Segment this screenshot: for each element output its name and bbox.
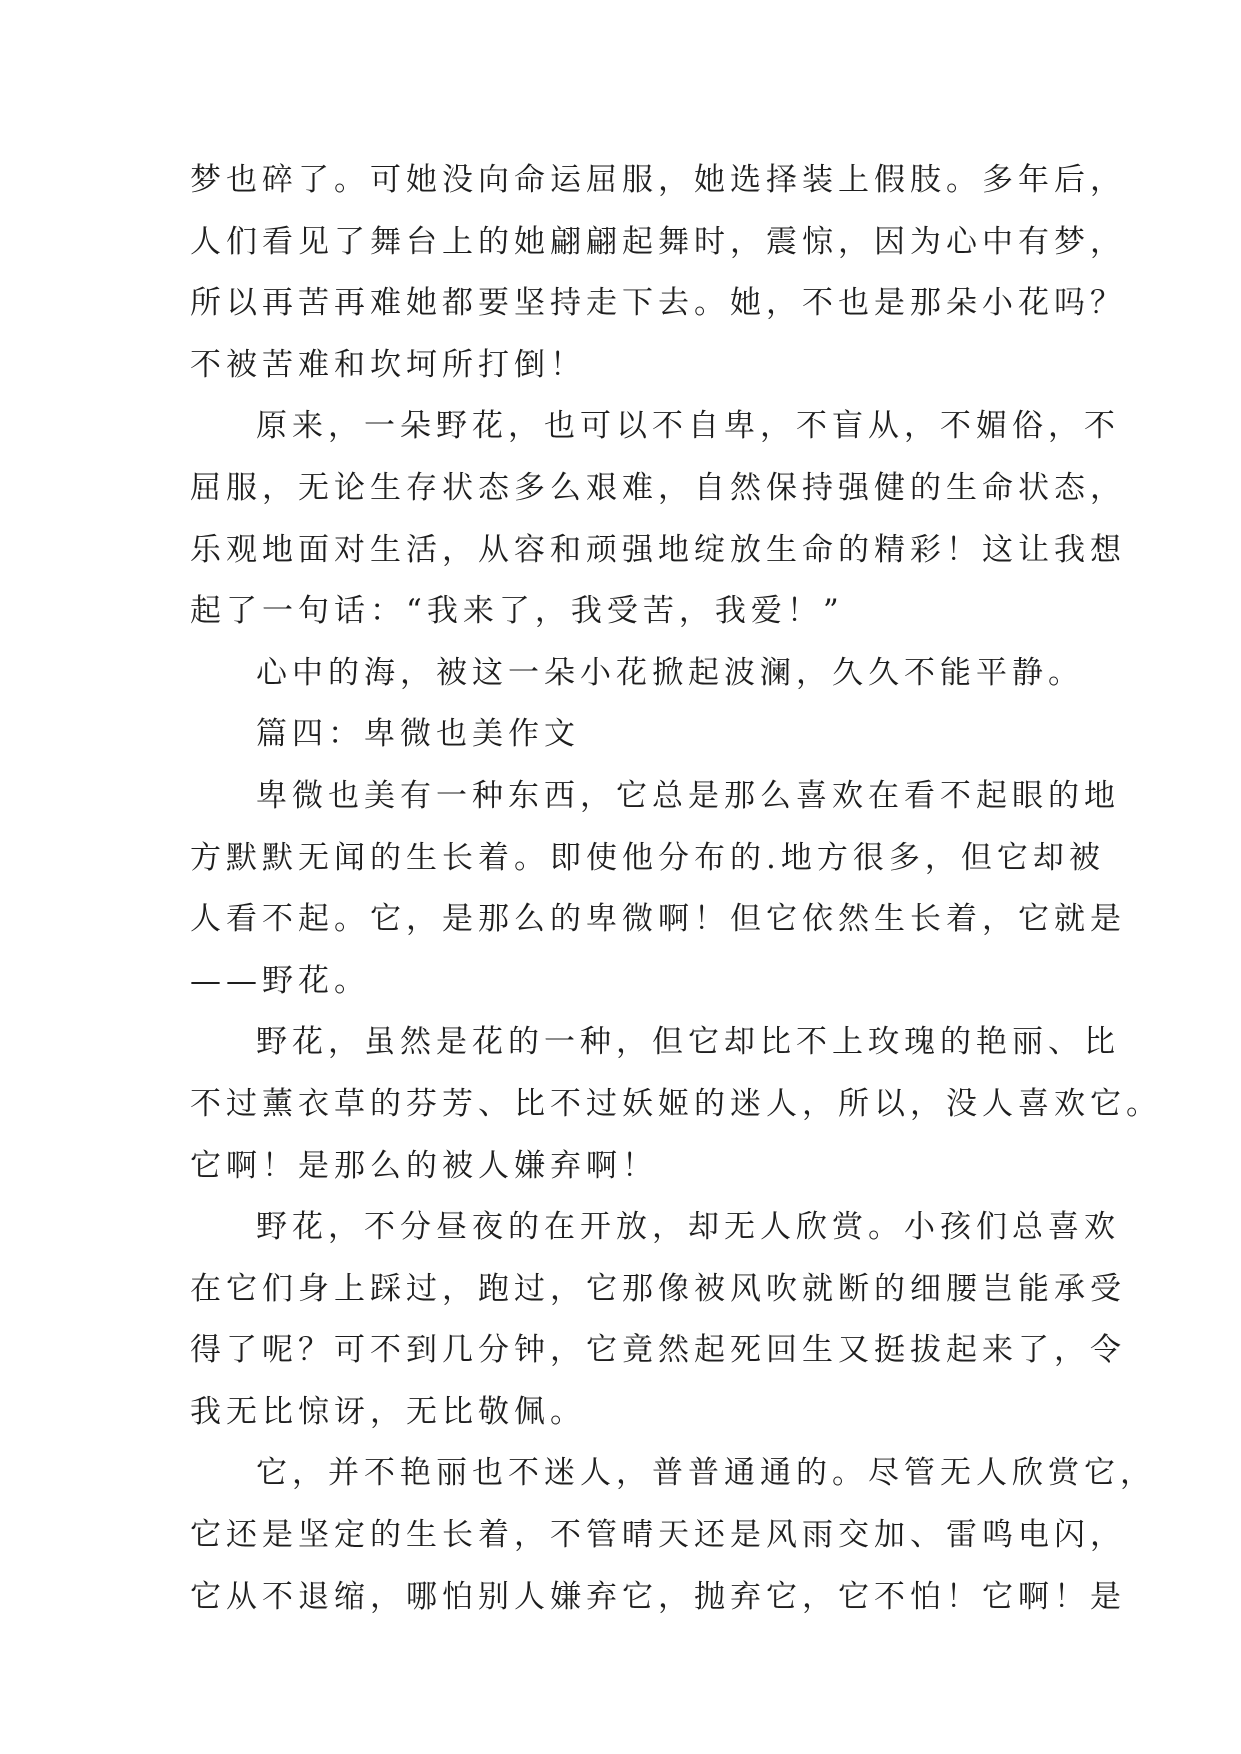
text-line: 不过薰衣草的芬芳、比不过妖姬的迷人，所以，没人喜欢它。 bbox=[190, 1085, 1162, 1122]
text-line: 它啊！是那么的被人嫌弃啊！ bbox=[190, 1147, 658, 1184]
text-line: 乐观地面对生活，从容和顽强地绽放生命的精彩！这让我想 bbox=[190, 531, 1126, 568]
text-line: 起了一句话：“我来了，我受苦，我爱！” bbox=[190, 593, 844, 630]
text-line: 所以再苦再难她都要坚持走下去。她，不也是那朵小花吗？ bbox=[190, 285, 1126, 322]
text-line: 心中的海，被这一朵小花掀起波澜，久久不能平静。 bbox=[256, 654, 1084, 691]
text-line: 野花，虽然是花的一种，但它却比不上玫瑰的艳丽、比 bbox=[256, 1024, 1120, 1061]
text-line: 在它们身上踩过，跑过，它那像被风吹就断的细腰岂能承受 bbox=[190, 1270, 1126, 1307]
essay-text bbox=[190, 150, 1162, 1628]
text-line: 屈服，无论生存状态多么艰难，自然保持强健的生命状态， bbox=[190, 469, 1126, 506]
text-line: 它，并不艳丽也不迷人，普普通通的。尽管无人欣赏它， bbox=[256, 1455, 1156, 1492]
text-line: 它还是坚定的生长着，不管晴天还是风雨交加、雷鸣电闪， bbox=[190, 1517, 1126, 1554]
text-line: 人看不起。它，是那么的卑微啊！但它依然生长着，它就是 bbox=[190, 901, 1126, 938]
text-line: 人们看见了舞台上的她翩翩起舞时，震惊，因为心中有梦， bbox=[190, 223, 1126, 260]
text-line: 原来，一朵野花，也可以不自卑，不盲从，不媚俗，不 bbox=[256, 408, 1120, 445]
text-line: 篇四：卑微也美作文 bbox=[256, 716, 580, 753]
text-line: 我无比惊讶，无比敬佩。 bbox=[190, 1393, 586, 1430]
text-line: ——野花。 bbox=[190, 962, 370, 999]
text-line: 方默默无闻的生长着。即使他分布的.地方很多，但它却被 bbox=[190, 839, 1105, 876]
text-line: 梦也碎了。可她没向命运屈服，她选择装上假肢。多年后， bbox=[190, 162, 1126, 198]
text-line: 不被苦难和坎坷所打倒！ bbox=[190, 346, 586, 383]
text-line: 它从不退缩，哪怕别人嫌弃它，抛弃它，它不怕！它啊！是 bbox=[190, 1578, 1126, 1615]
text-line: 卑微也美有一种东西，它总是那么喜欢在看不起眼的地 bbox=[256, 777, 1120, 814]
text-line: 野花，不分昼夜的在开放，却无人欣赏。小孩们总喜欢 bbox=[256, 1209, 1120, 1246]
text-line: 得了呢？可不到几分钟，它竟然起死回生又挺拔起来了，令 bbox=[190, 1332, 1126, 1369]
